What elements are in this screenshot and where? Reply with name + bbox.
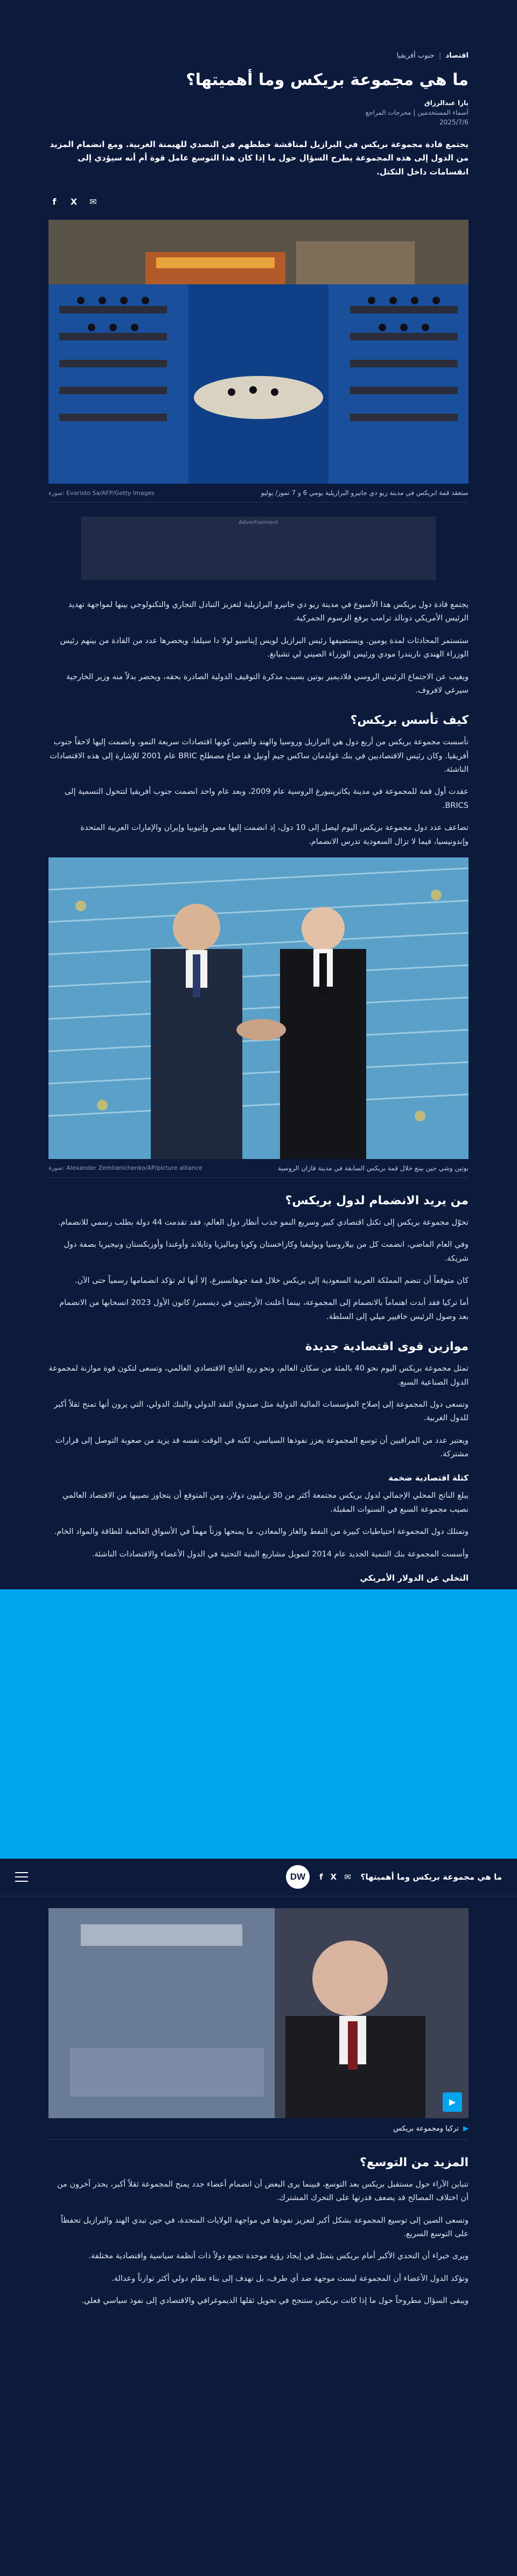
video-caption [48, 2118, 469, 2140]
figure-caption-row [48, 484, 469, 502]
email-icon[interactable]: ✉ [344, 1872, 351, 1882]
photo-credit: صورة: Alexander Zemlianichenko/AP/picture alliance [48, 1164, 202, 1172]
parliament-image [48, 220, 469, 484]
figure-caption-row [48, 1159, 469, 1178]
byline [48, 98, 469, 127]
facebook-icon[interactable]: f [52, 196, 57, 207]
paragraph: يجتمع قادة دول بريكس هذا الأسبوع في مدينة ريو دي جانيرو البرازيلية لتعزيز التبادل التجاري والتكنولوجي بينها لمواجهة تهديد الرئيس الأمريكي دونالد ترامب برفع الرسوم الجمركية. [68, 601, 469, 623]
leaders-image [48, 857, 469, 1159]
x-icon[interactable]: X [70, 196, 78, 207]
article-header [48, 0, 469, 502]
paragraph: وتؤكد الدول الأعضاء أن المجموعة ليست موجهة ضد أي طرف، بل تهدف إلى بناء نظام دولي أكثر توازناً وعدالة. [111, 2274, 469, 2283]
article-body [48, 598, 469, 1583]
navbar-title: ما هي مجموعة بريكس وما أهميتها؟ [360, 1872, 502, 1882]
section-heading: موازين قوى اقتصادية جديدة [305, 1340, 469, 1354]
paragraph: تأسست مجموعة بريكس من أربع دول هي البرازيل وروسيا والهند والصين كونها اقتصادات سريعة النمو، وانضمت إليها لاحقاً جنوب أفريقيا. وكان رئيس الاقتصاديين في بنك غولدمان ساكس جيم أونيل قد صاغ مصطلح BRIC عام 2001 للإشارة إلى هذه الاقتصادات الناشئة. [50, 738, 469, 774]
paragraph: ويبقى السؤال مطروحاً حول ما إذا كانت بريكس ستنجح في تحويل ثقلها الديموغرافي والاقتصادي إلى نفوذ سياسي فعلي. [81, 2296, 469, 2306]
publish-date: 2025/7/6 [439, 118, 469, 126]
advertisement-slot[interactable] [81, 516, 436, 580]
menu-icon[interactable] [15, 1872, 28, 1882]
page-title: ما هي مجموعة بريكس وما أهميتها؟ [186, 71, 469, 89]
article-body-continued [48, 2156, 469, 2338]
author-note: أسماء المستخدمين | مخرجات المراجع [365, 108, 469, 116]
paragraph: تضاعف عدد دول مجموعة بريكس اليوم ليصل إلى 10 دول، إذ انضمت إليها مصر وإثيوبيا وإيران والإمارات العربية المتحدة وإندونيسيا، فيما لا تزال السعودية تدرس الانضمام. [80, 823, 469, 846]
figure-leaders [48, 857, 469, 1178]
accent-banner [0, 1589, 517, 1859]
breadcrumb-section[interactable]: جنوب أفريقيا [396, 52, 435, 60]
dw-logo[interactable]: DW [286, 1865, 310, 1889]
navbar-share [319, 1872, 351, 1882]
article-lead: يجتمع قادة مجموعة بريكس في البرازيل لمناقشة خططهم في التصدي للهيمنة الغربية. ومع انضمام المزيد من الدول إلى هذه المجموعة يطرح السؤال حول ما إذا كان هذا التوسع عامل قوة أم أنه سيؤدي إلى انقسامات داخل التكتل. [50, 139, 469, 177]
breadcrumb-separator: | [438, 52, 442, 60]
figure-caption: ستعقد قمة ابريكس في مدينة ريو دي جانيرو البرازيلية يومي 6 و 7 تموز/ يوليو [261, 489, 469, 497]
x-icon[interactable]: X [330, 1872, 337, 1882]
paragraph: وتمتلك دول المجموعة احتياطيات كبيرة من النفط والغاز والمعادن، ما يمنحها وزناً مهماً في الأسواق العالمية للطاقة والمواد الخام. [54, 1527, 469, 1537]
sticky-navbar [0, 1859, 517, 1896]
paragraph: تمثل مجموعة بريكس اليوم نحو 40 بالمئة من سكان العالم، ونحو ربع الناتج الاقتصادي العالمي، وتسعى لتكون قوة موازنة لمجموعة الدول الصناعية السبع. [48, 1364, 469, 1387]
video-icon: ▶ [463, 2124, 469, 2133]
paragraph: أما تركيا فقد أبدت اهتماماً بالانضمام إلى المجموعة، بينما أعلنت الأرجنتين في ديسمبر/ كانون الأول 2023 انسحابها من الانضمام بعد وصول الرئيس خافيير ميلي إلى السلطة. [59, 1299, 469, 1321]
figure-caption: بوتين وشي جين بينغ خلال قمة بريكس السابقة في مدينة قازان الروسية [277, 1164, 469, 1172]
navbar-left [286, 1865, 502, 1889]
share-bar [48, 191, 469, 212]
breadcrumb [48, 0, 469, 60]
leaders-photo [48, 857, 469, 1159]
section-heading: المزيد من التوسع؟ [360, 2155, 469, 2169]
facebook-icon[interactable]: f [319, 1872, 323, 1882]
video-title[interactable]: تركيا ومجموعة بريكس [393, 2124, 459, 2133]
breadcrumb-category[interactable]: اقتصاد [445, 52, 469, 60]
paragraph: وتسعى دول المجموعة إلى إصلاح المؤسسات المالية الدولية مثل صندوق النقد الدولي والبنك الدولي، التي يرون أنها تمنح ثقلاً أكبر للدول الغربية. [54, 1400, 469, 1423]
paragraph: ويعتبر عدد من المراقبين أن توسع المجموعة يعزز نفوذها السياسي، لكنه في الوقت نفسه قد يزيد من صعوبة التوصل إلى قرارات مشتركة. [55, 1436, 469, 1458]
paragraph: وأسست المجموعة بنك التنمية الجديد عام 2014 لتمويل مشاريع البنية التحتية في الدول الأعضاء والاقتصادات الناشئة. [92, 1549, 469, 1559]
paragraph: تحوّل مجموعة بريكس إلى تكتل اقتصادي كبير وسريع النمو جذب أنظار دول العالم، فقد تقدمت 44 دولة بطلب رسمي للانضمام. [58, 1218, 469, 1227]
paragraph: يبلغ الناتج المحلي الإجمالي لدول بريكس مجتمعة أكثر من 30 تريليون دولار، ومن المتوقع أن يتجاوز نصيبها من الاقتصاد العالمي نصيب مجموعة السبع في السنوات المقبلة. [62, 1491, 469, 1514]
section-heading: كيف تأسس بريكس؟ [350, 714, 469, 728]
play-icon[interactable]: ▶ [443, 2092, 462, 2112]
author-name[interactable]: يارا عبدالرزاق [424, 99, 469, 107]
paragraph: وتسعى الصين إلى توسيع المجموعة بشكل أكبر لتعزيز نفوذها في مواجهة الولايات المتحدة، في حين تبدي الهند والبرازيل تحفظاً على التوسع السريع. [60, 2216, 469, 2238]
photo-credit: صورة: Evaristo Sa/AFP/Getty Images [48, 489, 155, 497]
email-icon[interactable]: ✉ [89, 196, 97, 207]
paragraph: ويرى خبراء أن التحدي الأكبر أمام بريكس يتمثل في إيجاد رؤية موحدة تجمع دولاً ذات أنظمة سياسية واقتصادية مختلفة. [88, 2252, 469, 2261]
paragraph: كان متوقعاً أن تنضم المملكة العربية السعودية إلى بريكس خلال قمة جوهانسبرغ، إلا أنها لم تؤكد انضمامها رسمياً حتى الآن. [74, 1276, 469, 1285]
figure-parliament [48, 220, 469, 502]
paragraph: عقدت أول قمة للمجموعة في مدينة يكاترينبورغ الروسية عام 2009، وبعد عام واحد انضمت جنوب أفريقيا لتتحول التسمية إلى BRICS. [64, 787, 469, 810]
video-thumbnail [48, 1908, 469, 2118]
advertisement-label: Advertisement [239, 520, 278, 526]
video-player[interactable] [48, 1908, 469, 2118]
paragraph: وفي العام الماضي، انضمت كل من بيلاروسيا وبوليفيا وكازاخستان وكوبا وماليزيا وتايلاند وأوغندا وأوزبكستان ونيجيريا بصفة دول شريكة. [64, 1240, 469, 1263]
paragraph: تتباين الآراء حول مستقبل بريكس بعد التوسع، فبينما يرى البعض أن انضمام أعضاء جدد يمنح المجموعة ثقلاً أكبر، يحذر آخرون من أن اختلاف المصالح قد يضعف قدرتها على التحرك المشترك. [57, 2180, 469, 2203]
paragraph: ستستمر المحادثات لمدة يومين. ويستضيفها رئيس البرازيل لويس إيناسيو لولا دا سيلفا، ويحضرها عدد من القادة من بينهم رئيس الوزراء الهندي ناريندرا مودي ورئيس الوزراء الصيني لي تشيانغ. [60, 636, 469, 659]
paragraph: ويغيب عن الاجتماع الرئيس الروسي فلاديمير بوتين بسبب مذكرة التوقيف الدولية الصادرة بحقه، ويحضر بدلاً منه وزير الخارجية سيرغي لافروف. [66, 672, 469, 695]
subsection-heading: كتلة اقتصادية ضخمة [388, 1473, 469, 1483]
section-heading: من يريد الانضمام لدول بريكس؟ [285, 1193, 469, 1207]
parliament-photo [48, 220, 469, 484]
subsection-heading: التخلي عن الدولار الأمريكي [360, 1573, 469, 1583]
